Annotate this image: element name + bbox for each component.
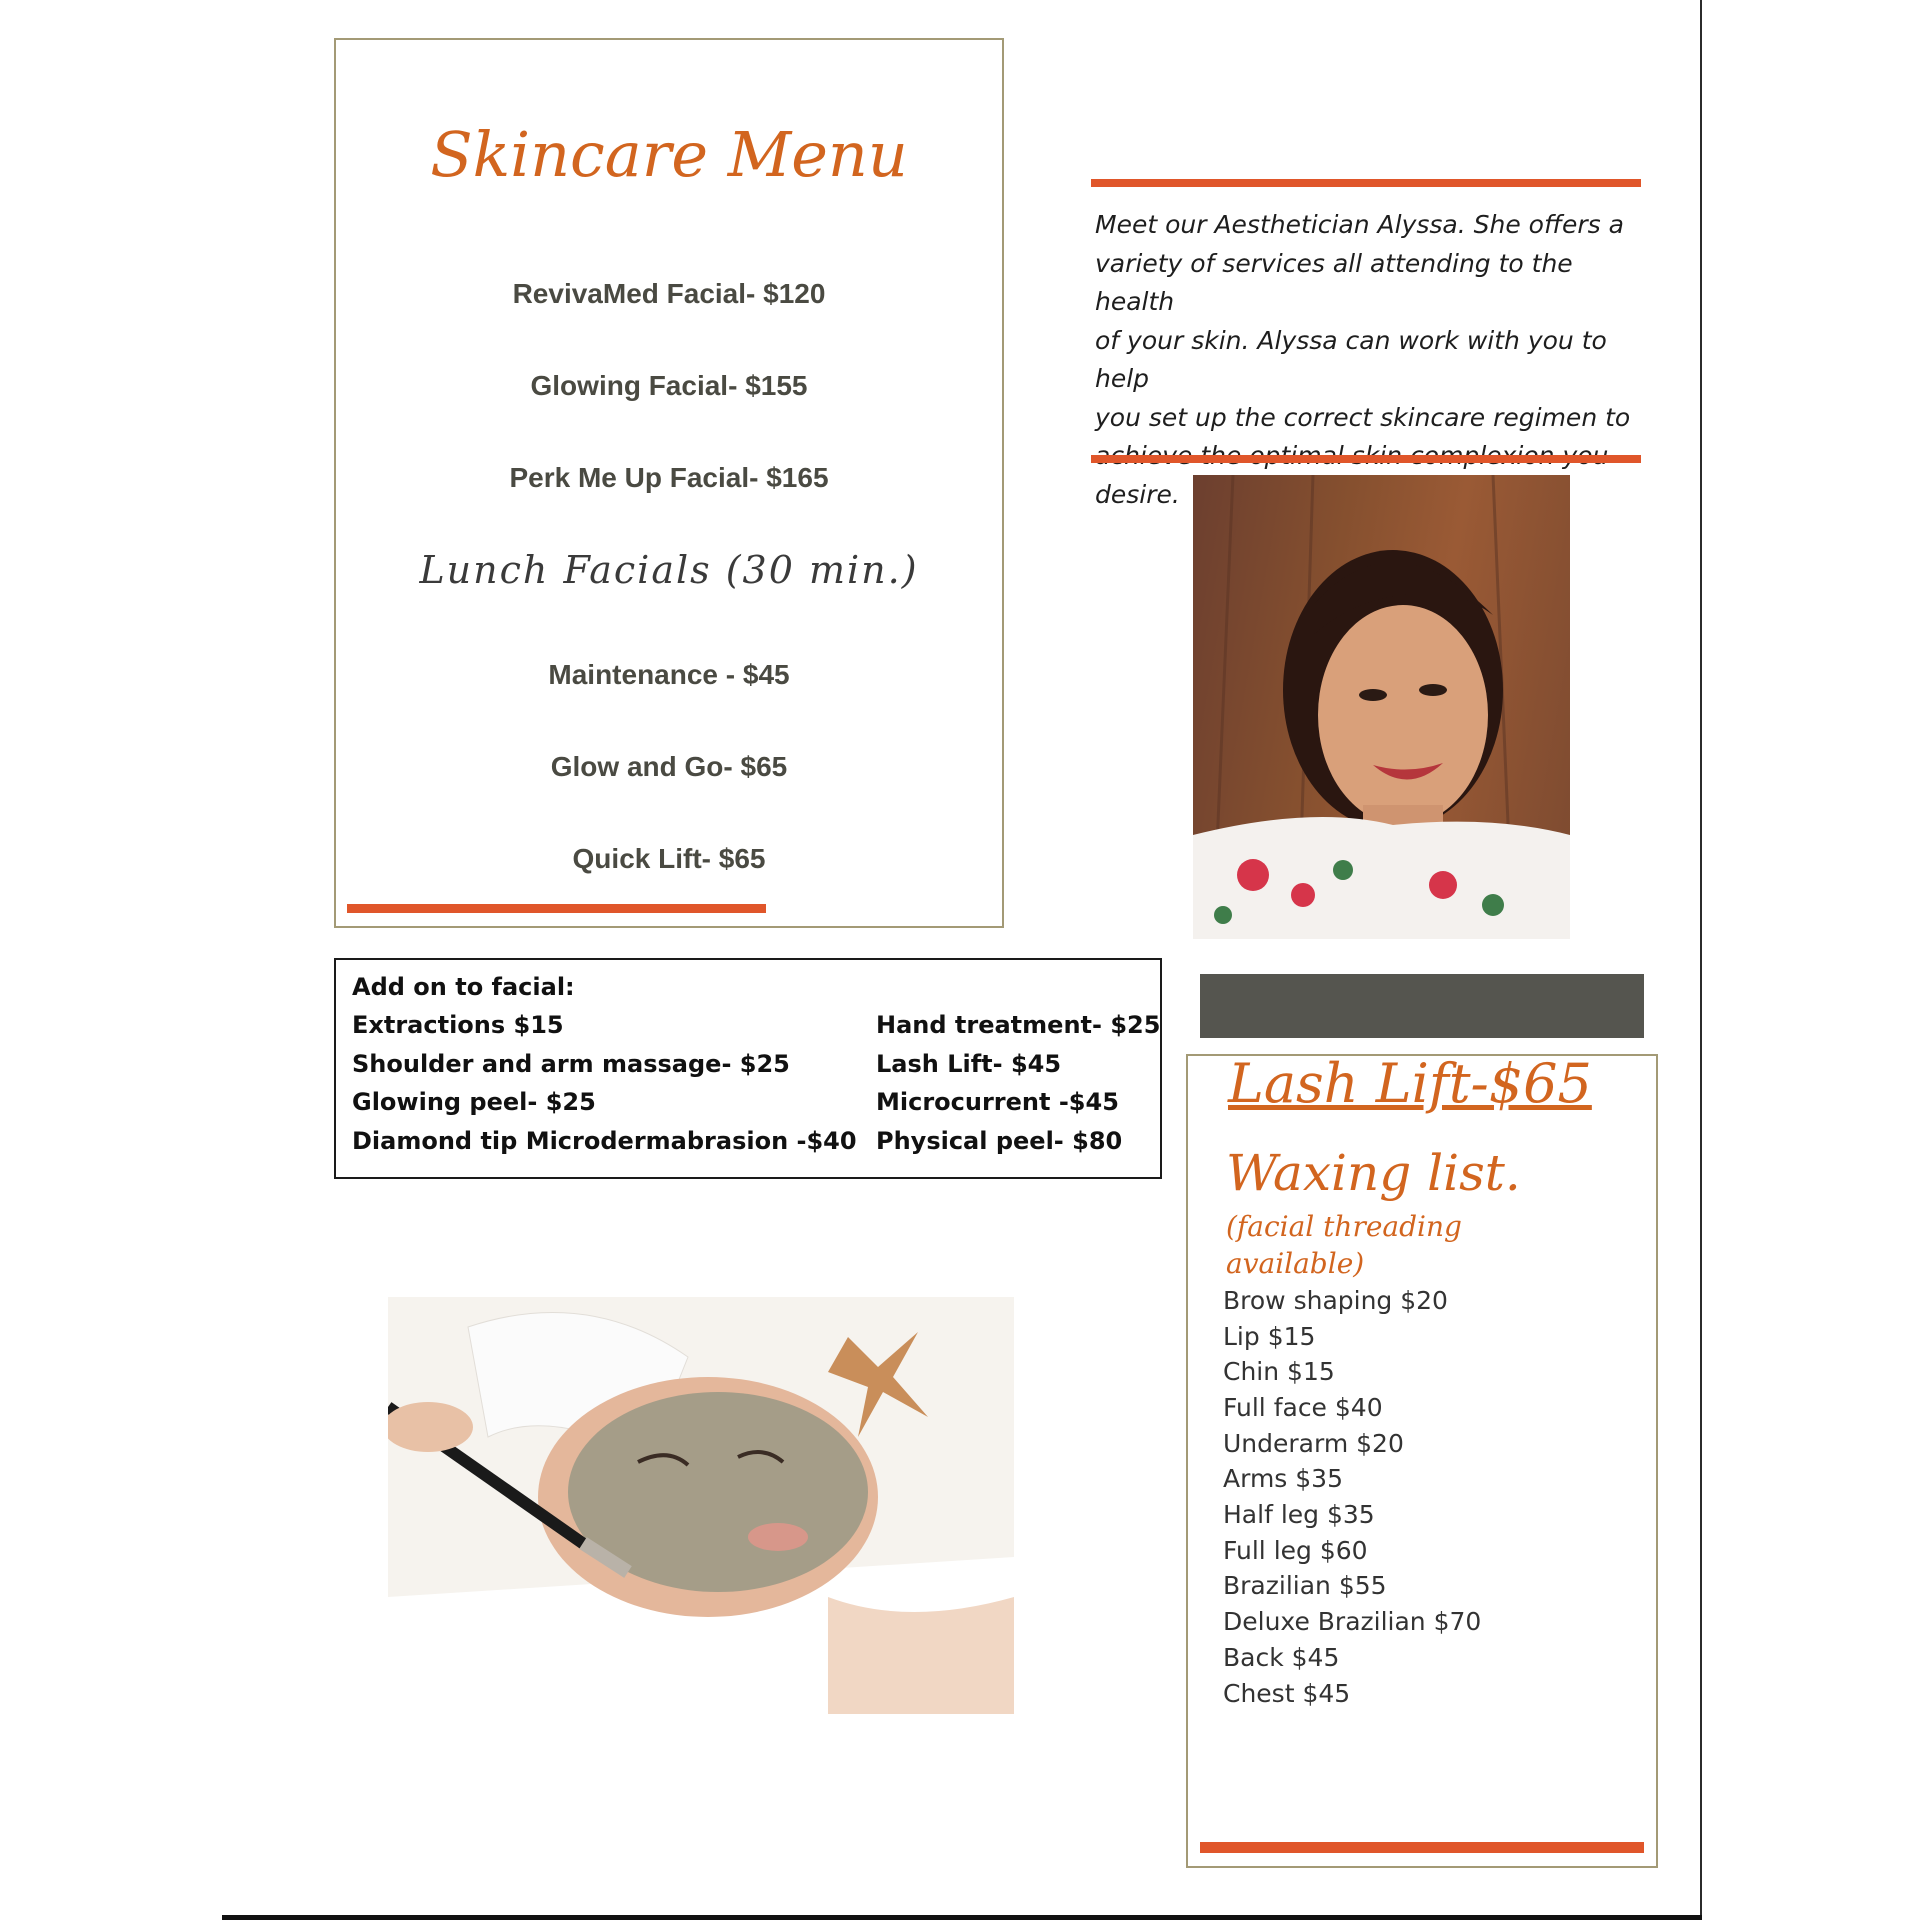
intro-bottom-rule [1091,455,1641,463]
page-bottom-rule [222,1915,1702,1920]
waxing-item: Deluxe Brazilian $70 [1223,1607,1482,1636]
intro-top-rule [1091,179,1641,187]
waxing-item: Brazilian $55 [1223,1571,1387,1600]
lunch-menu-item: Quick Lift- $65 [572,843,766,874]
addon-item: Glowing peel- $25 [352,1088,596,1116]
intro-line: of your skin. Alyssa can work with you to help [1095,325,1607,393]
page-right-rule [1700,0,1702,1920]
waxing-item: Brow shaping $20 [1223,1286,1448,1315]
waxing-item: Lip $15 [1223,1322,1316,1351]
intro-paragraph [1095,206,1655,514]
intro-line: Meet our Aesthetician Alyssa. She offers a [1095,210,1624,239]
menu-accent-bar [347,904,766,913]
waxing-accent-bar [1200,1842,1644,1853]
addon-item: Shoulder and arm massage- $25 [352,1050,790,1078]
waxing-item: Half leg $35 [1223,1500,1375,1529]
addon-item: Microcurrent -$45 [876,1088,1119,1116]
lunch-facials-heading: Lunch Facials (30 min.) [419,548,919,592]
aesthetician-photo-illustration [1193,475,1570,939]
waxing-list-title: Waxing list. [1226,1144,1521,1202]
waxing-item: Chin $15 [1223,1357,1335,1386]
waxing-subtitle: (facial threading available) [1226,1210,1462,1280]
intro-line: you set up the correct skincare regimen to [1095,402,1631,432]
addon-item: Extractions $15 [352,1011,564,1039]
gray-banner [1200,974,1644,1038]
facial-treatment-photo [388,1297,1014,1714]
waxing-item: Chest $45 [1223,1679,1351,1708]
waxing-item: Arms $35 [1223,1464,1343,1493]
menu-item: RevivaMed Facial- $120 [512,278,826,309]
menu-item: Glowing Facial- $155 [530,370,808,401]
aesthetician-photo [1193,475,1570,939]
lash-lift-title: Lash Lift-$65 [1228,1052,1592,1115]
facial-photo-illustration [388,1297,1014,1714]
lunch-menu-item: Maintenance - $45 [548,659,790,690]
intro-line: desire. [1095,479,1180,509]
menu-item: Perk Me Up Facial- $165 [509,462,829,493]
menu-title: Skincare Menu [430,118,908,191]
addon-item: Diamond tip Microdermabrasion -$40 [352,1127,857,1155]
lunch-menu-item: Glow and Go- $65 [550,751,788,782]
waxing-item: Full face $40 [1223,1393,1383,1422]
addon-item: Lash Lift- $45 [876,1050,1062,1078]
waxing-item: Back $45 [1223,1643,1340,1672]
waxing-item: Underarm $20 [1223,1429,1404,1458]
waxing-item: Full leg $60 [1223,1536,1368,1565]
addon-item: Physical peel- $80 [876,1127,1123,1155]
addon-heading: Add on to facial: [352,973,575,1001]
intro-line: variety of services all attending to the health [1095,248,1573,316]
addon-item: Hand treatment- $25 [876,1011,1161,1039]
